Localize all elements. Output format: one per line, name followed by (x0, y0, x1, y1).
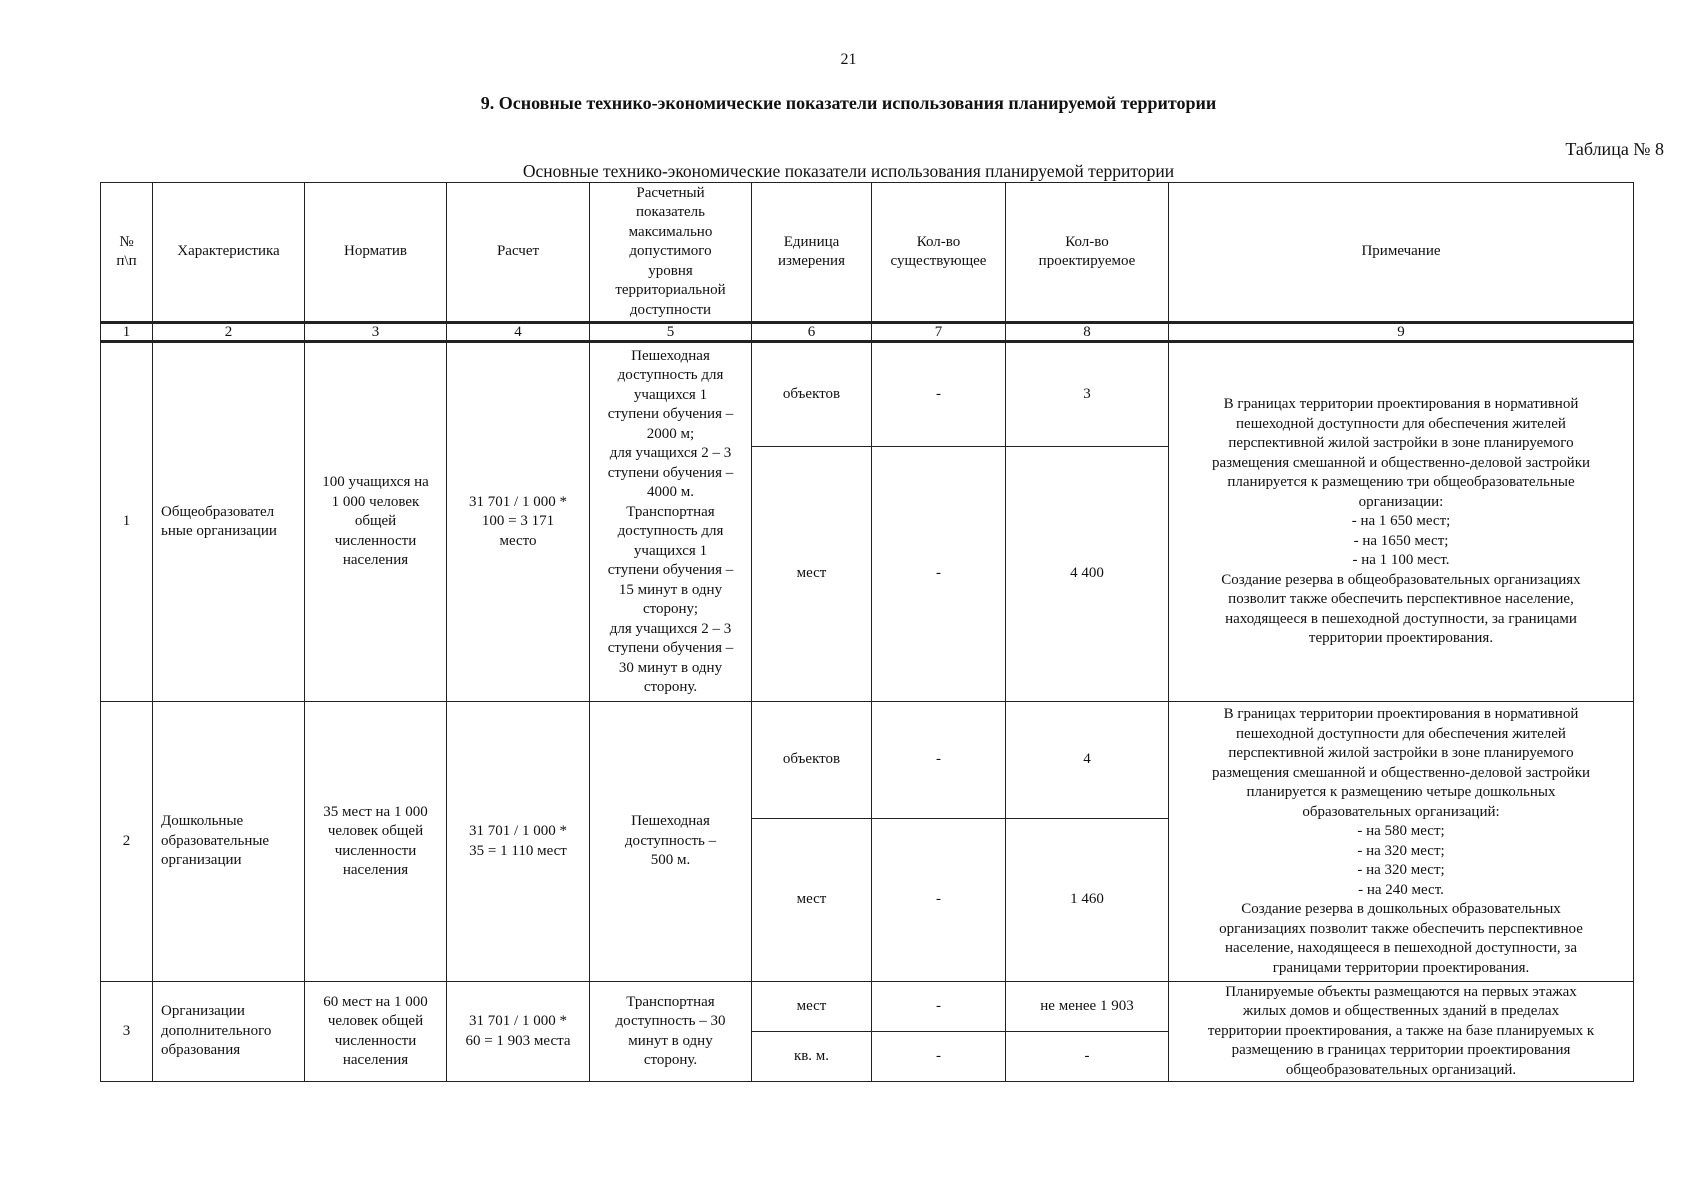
existing-cell: - (872, 342, 1006, 447)
header-cell: Кол-во проектируемое (1006, 183, 1169, 323)
column-number: 4 (447, 323, 590, 342)
header-cell: Характеристика (153, 183, 305, 323)
characteristic-cell: Общеобразовател ьные организации (153, 342, 305, 702)
accessibility-cell: Транспортная доступность – 30 минут в одну сторону. (590, 982, 752, 1082)
calc-cell: 31 701 / 1 000 * 100 = 3 171 место (447, 342, 590, 702)
indicators-table (100, 182, 1634, 1082)
header-cell: № п\п (101, 183, 153, 323)
planned-cell: 1 460 (1006, 819, 1169, 982)
table-header-row (101, 183, 1634, 323)
norm-cell: 60 мест на 1 000 человек общей численности населения (305, 982, 447, 1082)
page-number: 21 (840, 51, 857, 68)
planned-cell: - (1006, 1032, 1169, 1082)
column-number: 6 (752, 323, 872, 342)
accessibility-cell: Пешеходная доступность для учащихся 1 ступени обучения – 2000 м; для учащихся 2 – 3 ступени обучения – 4000 м. Транспортная доступность для учащихся 1 ступени обучения – 15 минут в одну сторону; для учащихся 2 – 3 ступени обучения – 30 минут в одну сторону. (590, 342, 752, 702)
row-number: 1 (101, 342, 153, 702)
unit-cell: кв. м. (752, 1032, 872, 1082)
planned-cell: не менее 1 903 (1006, 982, 1169, 1032)
table-row (101, 702, 1634, 819)
unit-cell: мест (752, 447, 872, 702)
column-number: 3 (305, 323, 447, 342)
existing-cell: - (872, 982, 1006, 1032)
table-caption: Основные технико-экономические показатели использования планируемой территории (522, 161, 1175, 181)
note-cell: В границах территории проектирования в нормативной пешеходной доступности для обеспечения жителей перспективной жилой застройки в зоне планируемого размещения смешанной и общественно-деловой застройки планируется к размещению четыре дошкольных образовательных организаций: - на 580 мест; - на 320 мест; - на 320 мест; - на 240 мест. Создание резерва в дошкольных образовательных организациях позволит также обеспечить перспективное население, находящееся в пешеходной доступности, за границами территории проектирования. (1169, 702, 1634, 982)
calc-cell: 31 701 / 1 000 * 35 = 1 110 мест (447, 702, 590, 982)
table-row (101, 982, 1634, 1032)
column-number: 7 (872, 323, 1006, 342)
unit-cell: объектов (752, 342, 872, 447)
planned-cell: 4 (1006, 702, 1169, 819)
note-cell: В границах территории проектирования в нормативной пешеходной доступности для обеспечения жителей перспективной жилой застройки в зоне планируемого размещения смешанной и общественно-деловой застройки планируется к размещению три общеобразовательные организации: - на 1 650 мест; - на 1650 мест; - на 1 100 мест. Создание резерва в общеобразовательных организациях позволит также обеспечить перспективное население, находящееся в пешеходной доступности, за границами территории проектирования. (1169, 342, 1634, 702)
header-cell: Единица измерения (752, 183, 872, 323)
norm-cell: 100 учащихся на 1 000 человек общей численности населения (305, 342, 447, 702)
column-number-row (101, 323, 1634, 342)
row-number: 2 (101, 702, 153, 982)
calc-cell: 31 701 / 1 000 * 60 = 1 903 места (447, 982, 590, 1082)
row-number: 3 (101, 982, 153, 1082)
header-cell: Норматив (305, 183, 447, 323)
planned-cell: 4 400 (1006, 447, 1169, 702)
unit-cell: мест (752, 982, 872, 1032)
unit-cell: объектов (752, 702, 872, 819)
column-number: 5 (590, 323, 752, 342)
characteristic-cell: Организации дополнительного образования (153, 982, 305, 1082)
header-cell: Примечание (1169, 183, 1634, 323)
column-number: 9 (1169, 323, 1634, 342)
existing-cell: - (872, 447, 1006, 702)
header-cell: Расчетный показатель максимально допустимого уровня территориальной доступности (590, 183, 752, 323)
norm-cell: 35 мест на 1 000 человек общей численности населения (305, 702, 447, 982)
table-row (101, 342, 1634, 447)
characteristic-cell: Дошкольные образовательные организации (153, 702, 305, 982)
column-number: 1 (101, 323, 153, 342)
section-title: 9. Основные технико-экономические показатели использования планируемой территории (480, 93, 1217, 113)
existing-cell: - (872, 819, 1006, 982)
note-cell: Планируемые объекты размещаются на первых этажах жилых домов и общественных зданий в пределах территории проектирования, а также на базе планируемых к размещению в границах территории проектирования общеобразовательных организаций. (1169, 982, 1634, 1082)
planned-cell: 3 (1006, 342, 1169, 447)
existing-cell: - (872, 702, 1006, 819)
header-cell: Расчет (447, 183, 590, 323)
table-number: Таблица № 8 (1565, 139, 1664, 159)
header-cell: Кол-во существующее (872, 183, 1006, 323)
column-number: 8 (1006, 323, 1169, 342)
unit-cell: мест (752, 819, 872, 982)
existing-cell: - (872, 1032, 1006, 1082)
column-number: 2 (153, 323, 305, 342)
accessibility-cell: Пешеходная доступность – 500 м. (590, 702, 752, 982)
